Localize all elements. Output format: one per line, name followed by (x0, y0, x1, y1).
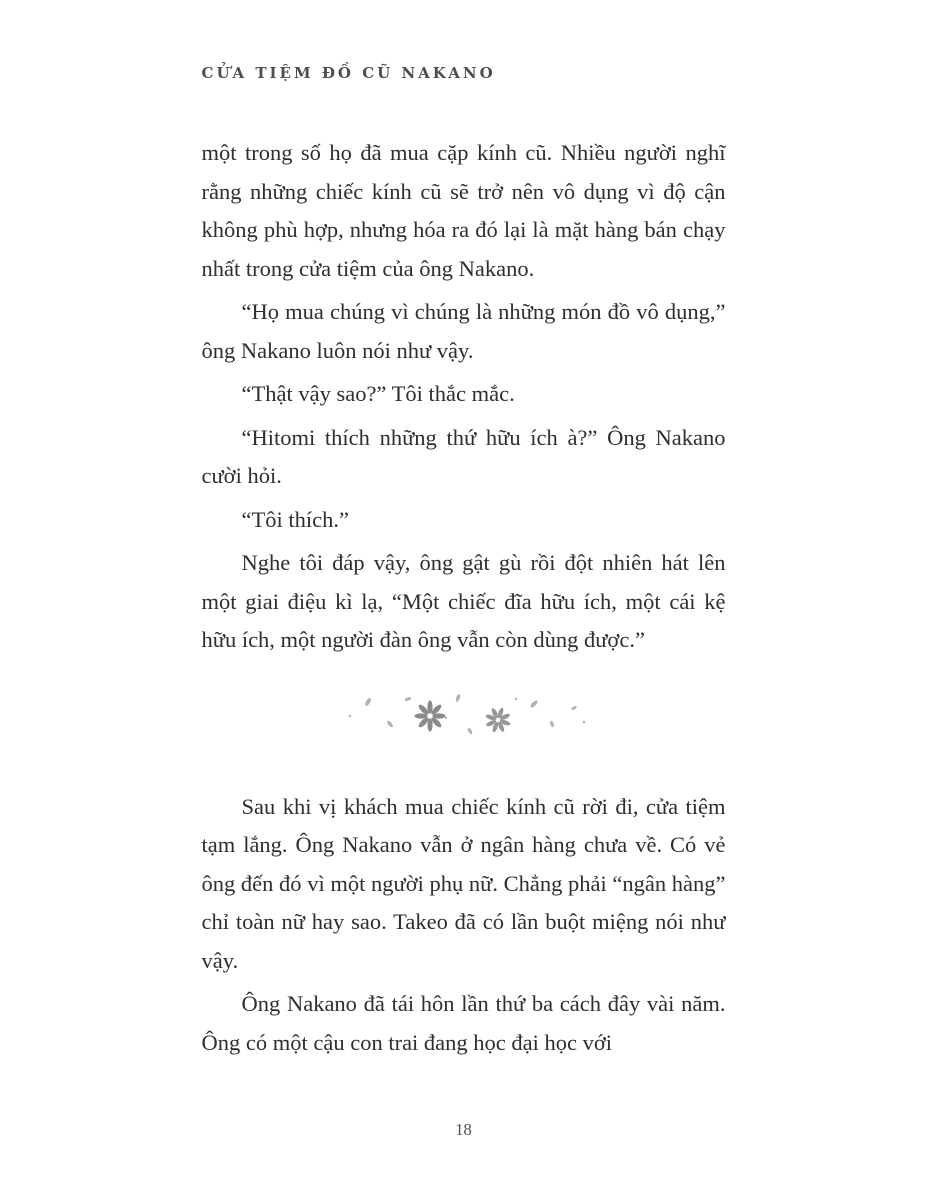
body-paragraph: “Tôi thích.” (241, 506, 349, 532)
flower-ornament-icon (338, 688, 590, 744)
page-body (202, 134, 726, 1062)
page-number: 18 (455, 1120, 472, 1139)
body-paragraph: một trong số họ đã mua cặp kính cũ. Nhiều người nghĩ rằng những chiếc kính cũ sẽ trở nên vô dụng vì độ cận không phù hợp, nhưng hóa ra đó lại là mặt hàng bán chạy nhất trong cửa tiệm của ông Nakano. (201, 140, 726, 281)
body-paragraph: “Họ mua chúng vì chúng là những món đồ vô dụng,” ông Nakano luôn nói như vậy. (201, 299, 726, 363)
body-paragraph: “Thật vậy sao?” Tôi thắc mắc. (241, 381, 515, 406)
section-divider (202, 688, 726, 744)
body-paragraph: Sau khi vị khách mua chiếc kính cũ rời đi, cửa tiệm tạm lắng. Ông Nakano vẫn ở ngân hàng chưa về. Có vẻ ông đến đó vì một người phụ nữ. Chẳng phải “ngân hàng” chỉ toàn nữ hay sao. Takeo đã có lần buột miệng nói như vậy. (201, 793, 726, 973)
body-paragraph: Nghe tôi đáp vậy, ông gật gù rồi đột nhiên hát lên một giai điệu kì lạ, “Một chiếc đĩa hữu ích, một cái kệ hữu ích, một người đàn ông vẫn còn dùng được.” (201, 550, 726, 652)
body-paragraph: Ông Nakano đã tái hôn lần thứ ba cách đây vài năm. Ông có một cậu con trai đang học đại học với (201, 991, 726, 1055)
running-header: CỬA TIỆM ĐỒ CŨ NAKANO (201, 64, 496, 82)
body-paragraph: “Hitomi thích những thứ hữu ích à?” Ông Nakano cười hỏi. (201, 424, 726, 488)
